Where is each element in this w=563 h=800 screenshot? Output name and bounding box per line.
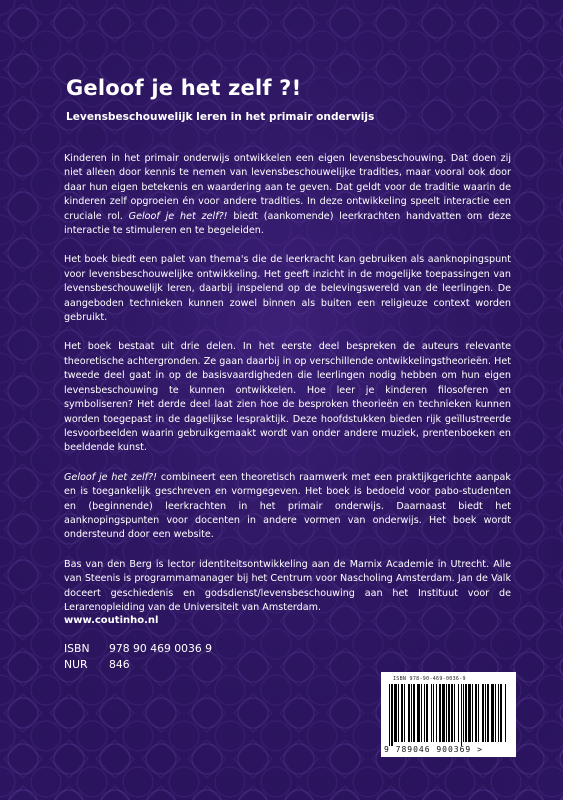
- barcode-bar: [408, 684, 410, 742]
- book-subtitle: Levensbeschouwelijk leren in het primair onderwijs: [66, 111, 375, 123]
- nur-value: 846: [109, 658, 130, 671]
- barcode-bar: [442, 684, 445, 742]
- barcode-bar: [417, 684, 420, 742]
- barcode-bar: [463, 684, 464, 742]
- barcode-bar: [439, 684, 441, 742]
- barcode-bar: [433, 684, 434, 742]
- barcode-bar: [411, 684, 412, 742]
- barcode-bar: [446, 684, 447, 742]
- barcode-bar: [472, 684, 473, 742]
- barcode-bar: [458, 684, 459, 742]
- barcode-bar: [465, 684, 467, 742]
- book-codes: [64, 641, 212, 673]
- barcode-bar: [500, 684, 502, 742]
- barcode-bar: [398, 684, 399, 742]
- barcode-bar: [431, 684, 432, 742]
- publisher-website[interactable]: www.coutinho.nl: [64, 615, 159, 626]
- book-title: Geloof je het zelf ?!: [66, 76, 302, 100]
- isbn-value: 978 90 469 0036 9: [109, 642, 213, 655]
- barcode-bar: [426, 684, 428, 742]
- barcode-bar: [468, 684, 471, 742]
- author-bios: Bas van den Berg is lector identiteitsontwikkeling aan de Marnix Academie in Utrecht. Alle van Steenis is programmamanager bij het Centrum voor Nascholing Amsterdam. Jan de Valk doceert geschiedenis en godsdienst/levensbeschouwing aan het Instituut voor de Lerarenopleiding van de Universiteit van Amsterdam.: [64, 558, 511, 613]
- blurb-paragraph-2: Het boek biedt een palet van thema's die de leerkracht kan gebruiken als aanknopingspunt voor levensbeschouwelijke ontwikkeling. Het geeft inzicht in de mogelijke toepassingen van levensbeschouwelijk leren, daarbij inspelend op de belevingswereld van de leerlingen. De aangeboden technieken kunnen zowel binnen als buiten een religieuze context worden gebruikt.: [64, 254, 511, 324]
- barcode-bar: [491, 684, 494, 742]
- isbn-label: ISBN: [64, 642, 90, 655]
- isbn-row: [64, 641, 212, 657]
- book-title-inline: Geloof je het zelf?!: [128, 210, 228, 222]
- nur-label: NUR: [64, 658, 88, 671]
- barcode-digits: 9 789046 900369 >: [384, 745, 483, 754]
- barcode-bar: [478, 684, 479, 742]
- barcode-bar: [436, 684, 437, 742]
- blurb-paragraph-4: Geloof je het zelf?! combineert een theoretisch raamwerk met een praktijkgerichte aanpak en is toegankelijk geschreven en vormgegeven. Het boek is bedoeld voor pabo-studenten en (beginnende) leerkrachten in het primair onderwijs. Daarnaast biedt het aanknopingspunten voor docenten in andere vormen van onderwijs. Het boek wordt ondersteund door een website.: [64, 471, 511, 541]
- barcode-bar: [401, 684, 403, 742]
- barcode-bar: [495, 684, 496, 742]
- barcode-bar: [421, 684, 422, 742]
- barcode-bar: [413, 684, 415, 742]
- barcode-bars: [387, 684, 510, 746]
- nur-row: [64, 657, 212, 673]
- barcode-bar: [487, 684, 489, 742]
- barcode-bar: [404, 684, 405, 742]
- blurb-text: [64, 152, 511, 615]
- barcode-bar: [389, 684, 390, 746]
- barcode-bar: [482, 684, 484, 742]
- barcode-bar: [448, 684, 450, 742]
- barcode: [381, 672, 516, 757]
- barcode-bar: [475, 684, 477, 742]
- barcode-bar: [391, 684, 393, 746]
- barcode-bar: [485, 684, 486, 742]
- barcode-bar: [394, 684, 397, 742]
- barcode-isbn-text: ISBN 978-90-469-0036-9: [393, 676, 466, 682]
- blurb-paragraph-1: Kinderen in het primair onderwijs ontwikkelen een eigen levensbeschouwing. Dat doen zij niet alleen door kennis te nemen van levensbeschouwelijke tradities, maar vooral ook door daar hun eigen betekenis en waardering aan te geven. Dat geldt voor de traditie waarin de kinderen zelf opgroeien én voor andere tradities. In deze ontwikkeling speelt interactie een cruciale rol. Geloof je het zelf?! biedt (aankomende) leerkrachten handvatten om deze interactie te stimuleren en te begeleiden.: [64, 153, 512, 237]
- barcode-bar: [461, 684, 462, 746]
- barcode-bar: [498, 684, 499, 742]
- barcode-bar: [424, 684, 425, 742]
- barcode-bar: [454, 684, 455, 742]
- book-title-inline: Geloof je het zelf?!: [64, 471, 157, 483]
- blurb-paragraph-3: Het boek bestaat uit drie delen. In het eerste deel bespreken de auteurs relevante theoretische achtergronden. Ze gaan daarbij in op verschillende ontwikkelingstheorieën. Het tweede deel gaat in op de basisvaardigheden die leerlingen nodig hebben om hun eigen levensbeschouwing te kunnen ontwikkelen. Hoe leer je kinderen filosoferen en symboliseren? Het derde deel laat zien hoe de besproken theorieën en technieken kunnen worden toegepast in de dagelijkse lespraktijk. Deze hoofdstukken bieden rijk geïllustreerde lesvoorbeelden waarin gebruikgemaakt wordt van onder andere muziek, prentenboeken en beeldende kunst.: [64, 341, 511, 454]
- barcode-bar: [451, 684, 453, 742]
- barcode-bar: [505, 684, 506, 742]
